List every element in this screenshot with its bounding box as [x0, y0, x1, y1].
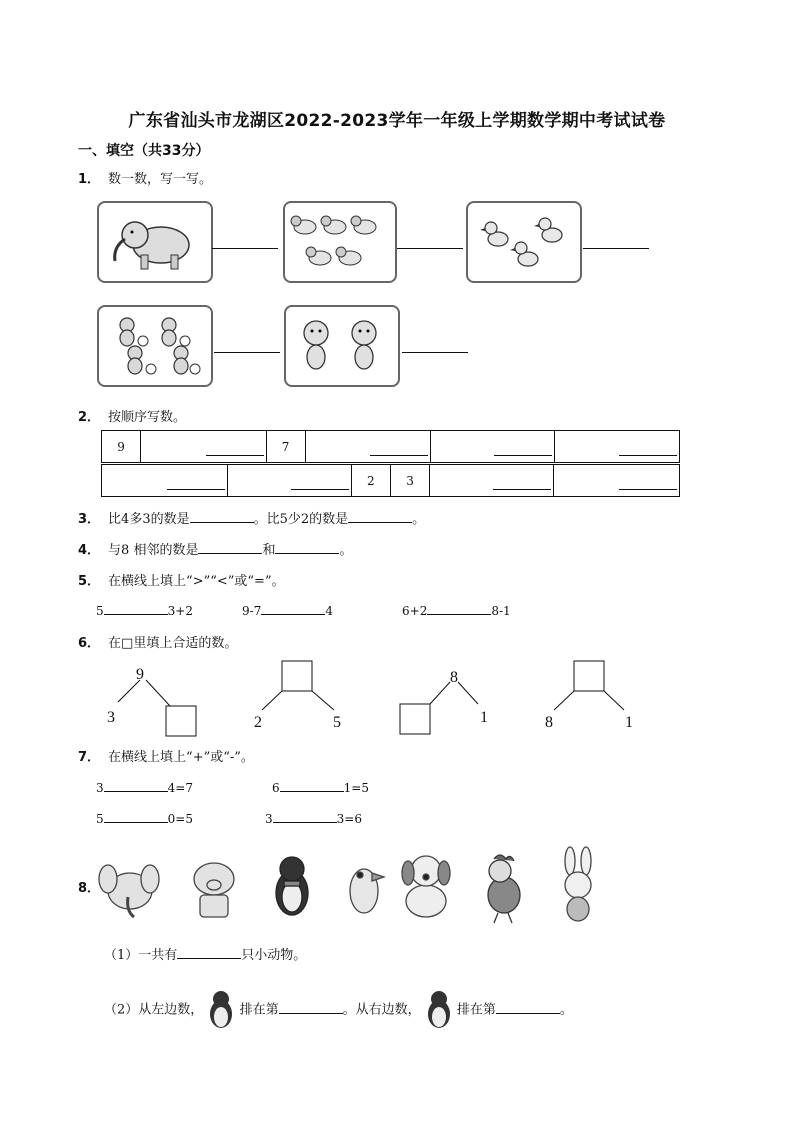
question-4 [78, 539, 352, 558]
dog-icon [291, 216, 316, 234]
elephant-icon [99, 203, 211, 281]
text: 3+2 [167, 604, 193, 618]
compare-item [96, 602, 193, 618]
bond-left: 8 [545, 714, 553, 731]
answer-blank[interactable] [104, 602, 168, 615]
given-number: 3 [390, 465, 429, 497]
text: 。 [559, 1002, 573, 1018]
question-number: 4． [78, 543, 101, 558]
picture-box-ducks [466, 201, 582, 283]
answer-blank[interactable] [496, 1001, 560, 1014]
question-1 [78, 168, 212, 187]
answer-cell[interactable] [554, 465, 680, 497]
dog-icon [402, 856, 450, 917]
answer-box[interactable] [282, 661, 312, 691]
text: 6 [272, 781, 280, 795]
question-8-part-1 [104, 944, 306, 963]
answer-blank[interactable] [427, 602, 491, 615]
text: 排在第 [456, 1002, 496, 1018]
question-7 [78, 746, 254, 765]
cat-icon [99, 307, 211, 385]
text: （1）一共有 [104, 948, 178, 963]
dog-icon [336, 247, 361, 265]
text: （2）从左边数， [104, 1002, 204, 1018]
text: 3=6 [336, 812, 362, 826]
picture-box-monkeys [284, 305, 400, 387]
operator-item [96, 779, 193, 795]
question-number: 6． [78, 636, 101, 651]
answer-line[interactable] [397, 248, 463, 249]
bond-top: 9 [136, 666, 144, 683]
question-text: 在横线上填上“>”“<”或“=”。 [108, 574, 285, 589]
answer-blank[interactable] [275, 541, 339, 554]
text: 9-7 [242, 604, 262, 618]
bond-left: 3 [107, 709, 115, 726]
number-bond-diagrams [100, 660, 660, 742]
text: 3 [96, 781, 104, 795]
question-number: 2． [78, 410, 101, 425]
answer-line[interactable] [214, 352, 280, 353]
answer-blank[interactable] [273, 810, 337, 823]
bond-left: 2 [254, 714, 262, 731]
compare-item [402, 602, 511, 618]
animal-row [96, 845, 616, 927]
answer-cell[interactable] [305, 431, 430, 463]
text: 与8 相邻的数是 [108, 543, 199, 558]
given-number: 7 [266, 431, 305, 463]
answer-blank[interactable] [279, 1001, 343, 1014]
question-text: 数一数，写一写。 [108, 172, 213, 187]
text: 5 [96, 604, 104, 618]
bird-icon [350, 869, 384, 913]
text: 0=5 [167, 812, 193, 826]
operator-item [272, 779, 369, 795]
text: 8-1 [491, 604, 511, 618]
bond-right: 1 [625, 714, 633, 731]
answer-cell[interactable] [141, 431, 266, 463]
text: 比4多3的数是 [108, 512, 190, 527]
section-heading: 一、填空（共33分） [78, 143, 210, 159]
question-number: 7． [78, 750, 101, 765]
text: 5 [96, 812, 104, 826]
answer-cell[interactable] [431, 431, 554, 463]
answer-line[interactable] [583, 248, 649, 249]
question-3 [78, 508, 425, 527]
text: 只小动物。 [241, 948, 307, 963]
answer-cell[interactable] [102, 465, 228, 497]
answer-box[interactable] [166, 706, 196, 736]
text: 和 [262, 543, 276, 558]
monkey-icon [286, 307, 398, 385]
answer-blank[interactable] [104, 779, 168, 792]
picture-box-cats [97, 305, 213, 387]
given-number: 2 [351, 465, 390, 497]
answer-blank[interactable] [104, 810, 168, 823]
answer-blank[interactable] [280, 779, 344, 792]
penguin-icon [425, 990, 453, 1030]
text: 1=5 [343, 781, 369, 795]
answer-box[interactable] [574, 661, 604, 691]
answer-line[interactable] [212, 248, 278, 249]
text: 排在第 [239, 1002, 279, 1018]
sequence-table-row1 [101, 430, 680, 463]
dog-icon [306, 247, 331, 265]
question-number: 1． [78, 172, 101, 187]
text: 。 [339, 543, 353, 558]
dog-icon [285, 203, 395, 281]
text: 。 [412, 512, 426, 527]
picture-box-elephant [97, 201, 213, 283]
question-5 [78, 570, 285, 589]
question-8-part-2 [104, 990, 573, 1030]
question-text: 在横线上填上“+”或“-”。 [108, 750, 254, 765]
question-6 [78, 632, 237, 651]
text: 。比5少2的数是 [253, 512, 349, 527]
text: 3 [265, 812, 273, 826]
answer-cell[interactable] [430, 465, 554, 497]
answer-blank[interactable] [261, 602, 325, 615]
answer-blank[interactable] [177, 946, 241, 959]
question-number: 5． [78, 574, 101, 589]
text: 。从右边数， [342, 1002, 421, 1018]
question-text: 在□里填上合适的数。 [108, 636, 238, 651]
answer-blank[interactable] [348, 510, 412, 523]
text: 4=7 [167, 781, 193, 795]
rabbit-icon [565, 847, 591, 921]
picture-box-dogs [283, 201, 397, 283]
answer-cell[interactable] [227, 465, 351, 497]
compare-item [242, 602, 333, 618]
dog-icon [351, 216, 376, 234]
question-2 [78, 406, 186, 425]
question-number: 3． [78, 512, 101, 527]
text: 4 [325, 604, 333, 618]
answer-cell[interactable] [554, 431, 679, 463]
text: 6+2 [402, 604, 428, 618]
question-number: 8． [78, 881, 101, 896]
sequence-table-row2 [101, 464, 680, 497]
penguin-icon [207, 990, 235, 1030]
answer-box[interactable] [400, 704, 430, 734]
pig-icon [194, 863, 234, 917]
bond-right: 1 [480, 709, 488, 726]
duck-icon [468, 203, 580, 281]
given-number: 9 [102, 431, 141, 463]
bond-right: 5 [333, 714, 341, 731]
rooster-icon [488, 855, 520, 923]
operator-item [265, 810, 362, 826]
elephant-icon [99, 865, 159, 917]
answer-blank[interactable] [198, 541, 262, 554]
question-text: 按顺序写数。 [108, 410, 187, 425]
bond-top: 8 [450, 669, 458, 686]
answer-line[interactable] [402, 352, 468, 353]
page-title: 广东省汕头市龙湖区2022-2023学年一年级上学期数学期中考试试卷 [128, 111, 666, 131]
dog-icon [321, 216, 346, 234]
penguin-icon [276, 857, 308, 915]
operator-item [96, 810, 193, 826]
answer-blank[interactable] [190, 510, 254, 523]
